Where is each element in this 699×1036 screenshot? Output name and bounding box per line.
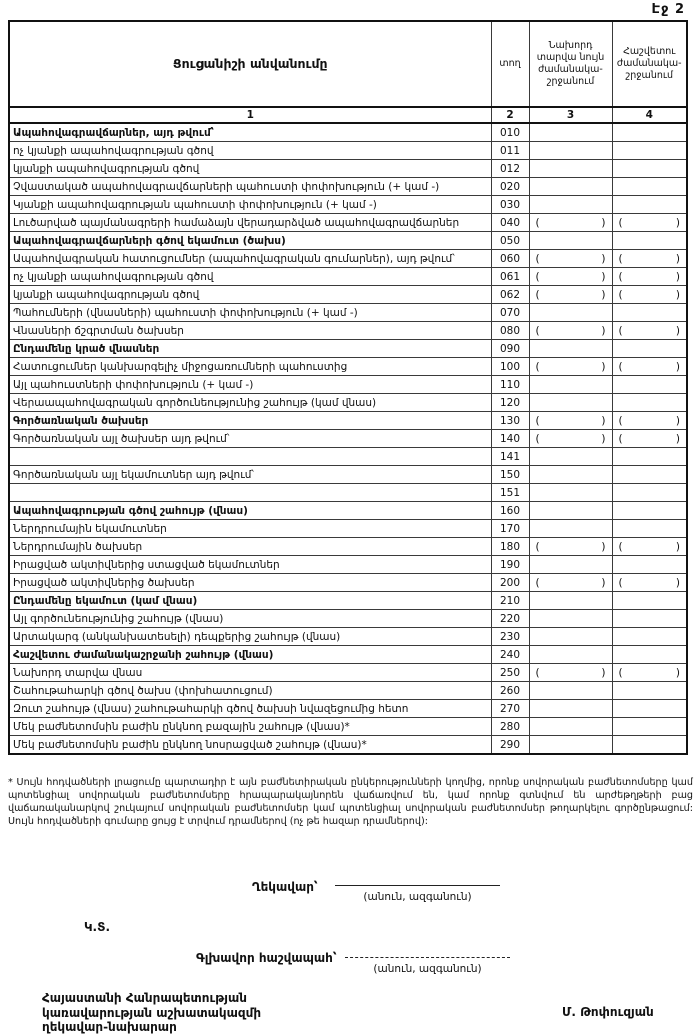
previous-period-value-cell <box>529 718 612 736</box>
previous-period-value-cell: ( ) <box>529 574 612 592</box>
table-row <box>9 700 687 718</box>
reporting-period-value-cell <box>612 160 687 178</box>
chief-accountant-name-hint: (անուն, ազգանուն) <box>373 963 482 975</box>
previous-period-value-cell <box>529 646 612 664</box>
table-row <box>9 664 687 682</box>
reporting-period-value-cell: ( ) <box>612 358 687 376</box>
previous-period-value-cell <box>529 160 612 178</box>
table-row <box>9 610 687 628</box>
indicator-label: Զուտ շահույթ (վնաս) շահութահարկի գծով ծախսի նվազեցումից հետո <box>9 700 491 718</box>
table-row <box>9 394 687 412</box>
table-row <box>9 286 687 304</box>
table-row <box>9 502 687 520</box>
reporting-period-value-cell: ( ) <box>612 538 687 556</box>
indicator-label: Ապահովագրական հատուցումներ (ապահովագրական գումարներ), այդ թվում՝ <box>9 250 491 268</box>
row-code: 220 <box>491 610 529 628</box>
official-name: Մ. Թոփուզյան <box>562 1005 654 1019</box>
previous-period-value-cell <box>529 304 612 322</box>
table-row <box>9 556 687 574</box>
previous-period-value-cell <box>529 628 612 646</box>
reporting-period-value-cell: ( ) <box>612 430 687 448</box>
previous-period-value-cell <box>529 502 612 520</box>
indicator-label: ոչ կյանքի ապահովագրության գծով <box>9 142 491 160</box>
previous-period-value-cell: ( ) <box>529 430 612 448</box>
indicator-label: Կյանքի ապահովագրության պահուստի փոփոխություն (+ կամ -) <box>9 196 491 214</box>
table-row <box>9 718 687 736</box>
table-row <box>9 123 687 142</box>
previous-period-value-cell: ( ) <box>529 358 612 376</box>
previous-period-value-cell <box>529 736 612 755</box>
indicator-label: Այլ գործունեությունից շահույթ (վնաս) <box>9 610 491 628</box>
row-code: 190 <box>491 556 529 574</box>
row-code: 180 <box>491 538 529 556</box>
table-header-row <box>9 21 687 107</box>
reporting-period-value-cell <box>612 376 687 394</box>
indicator-label: Գործառնական այլ ծախսեր այդ թվում՝ <box>9 430 491 448</box>
row-code: 200 <box>491 574 529 592</box>
row-code: 210 <box>491 592 529 610</box>
reporting-period-value-cell <box>612 610 687 628</box>
manager-signature-line[interactable] <box>335 871 500 886</box>
indicator-label: Արտակարգ (անկանխատեսելի) դեպքերից շահույթ (վնաս) <box>9 628 491 646</box>
chief-accountant-signature-line[interactable] <box>345 943 510 958</box>
row-code: 011 <box>491 142 529 160</box>
indicator-label: Այլ պահուստների փոփոխություն (+ կամ -) <box>9 376 491 394</box>
header-row-code: տող <box>491 21 529 107</box>
row-code: 151 <box>491 484 529 502</box>
indicator-label: Լուծարված պայմանագրերի համաձայն վերադարձված ապահովագրավճարներ <box>9 214 491 232</box>
indicator-label: Չվաստակած ապահովագրավճարների պահուստի փոփոխություն (+ կամ -) <box>9 178 491 196</box>
indicator-label: Ապահովագրավճարների գծով եկամուտ (ծախս) <box>9 232 491 250</box>
reporting-period-value-cell <box>612 394 687 412</box>
previous-period-value-cell <box>529 340 612 358</box>
table-row <box>9 232 687 250</box>
reporting-period-value-cell <box>612 232 687 250</box>
previous-period-value-cell <box>529 394 612 412</box>
manager-name-hint: (անուն, ազգանուն) <box>363 891 472 903</box>
indicator-label: Իրացված ակտիվներից ստացված եկամուտներ <box>9 556 491 574</box>
table-row <box>9 484 687 502</box>
table-row <box>9 268 687 286</box>
row-code: 270 <box>491 700 529 718</box>
reporting-period-value-cell <box>612 556 687 574</box>
reporting-period-value-cell <box>612 520 687 538</box>
previous-period-value-cell <box>529 682 612 700</box>
indicator-label: Վնասների ճշգրտման ծախսեր <box>9 322 491 340</box>
table-row <box>9 214 687 232</box>
reporting-period-value-cell <box>612 178 687 196</box>
indicator-label: Պահումների (վնասների) պահուստի փոփոխություն (+ կամ -) <box>9 304 491 322</box>
reporting-period-value-cell <box>612 304 687 322</box>
reporting-period-value-cell <box>612 340 687 358</box>
row-code: 130 <box>491 412 529 430</box>
official-title-line3: ղեկավար-նախարար <box>42 1020 177 1034</box>
stamp-placeholder: Կ.Տ. <box>84 920 110 934</box>
reporting-period-value-cell: ( ) <box>612 214 687 232</box>
row-code: 040 <box>491 214 529 232</box>
previous-period-value-cell <box>529 123 612 142</box>
indicator-label: Ընդամենը կրած վնասներ <box>9 340 491 358</box>
table-row <box>9 322 687 340</box>
row-code: 160 <box>491 502 529 520</box>
reporting-period-value-cell: ( ) <box>612 574 687 592</box>
table-row <box>9 628 687 646</box>
row-code: 230 <box>491 628 529 646</box>
row-code: 140 <box>491 430 529 448</box>
previous-period-value-cell: ( ) <box>529 538 612 556</box>
reporting-period-value-cell <box>612 718 687 736</box>
reporting-period-value-cell: ( ) <box>612 268 687 286</box>
row-code: 170 <box>491 520 529 538</box>
previous-period-value-cell: ( ) <box>529 214 612 232</box>
indicator-label: Մեկ բաժնետոմսին բաժին ընկնող բազային շահույթ (վնաս)* <box>9 718 491 736</box>
header-previous-period: Նախորդ տարվա նույն ժամանակա-շրջանում <box>529 21 612 107</box>
previous-period-value-cell <box>529 196 612 214</box>
indicator-label: Նախորդ տարվա վնաս <box>9 664 491 682</box>
indicator-label <box>9 484 491 502</box>
indicator-label: Ներդրումային եկամուտներ <box>9 520 491 538</box>
row-code: 060 <box>491 250 529 268</box>
previous-period-value-cell: ( ) <box>529 322 612 340</box>
previous-period-value-cell <box>529 700 612 718</box>
previous-period-value-cell: ( ) <box>529 412 612 430</box>
chief-accountant-label: Գլխավոր հաշվապահ՝ <box>196 951 337 965</box>
reporting-period-value-cell <box>612 592 687 610</box>
previous-period-value-cell <box>529 484 612 502</box>
indicator-label: Հաշվետու ժամանակաշրջանի շահույթ (վնաս) <box>9 646 491 664</box>
indicator-label: Շահութահարկի գծով ծախս (փոխհատուցում) <box>9 682 491 700</box>
table-row <box>9 340 687 358</box>
table-row <box>9 412 687 430</box>
table-body <box>9 123 687 754</box>
reporting-period-value-cell <box>612 502 687 520</box>
table-row <box>9 142 687 160</box>
previous-period-value-cell <box>529 448 612 466</box>
reporting-period-value-cell: ( ) <box>612 286 687 304</box>
manager-label: Ղեկավար՝ <box>252 880 318 894</box>
table-row <box>9 520 687 538</box>
reporting-period-value-cell <box>612 736 687 755</box>
previous-period-value-cell <box>529 556 612 574</box>
table-row <box>9 358 687 376</box>
indicator-label: Վերաապահովագրական գործունեությունից շահույթ (կամ վնաս) <box>9 394 491 412</box>
row-code: 150 <box>491 466 529 484</box>
table-row <box>9 736 687 755</box>
reporting-period-value-cell <box>612 682 687 700</box>
row-code: 280 <box>491 718 529 736</box>
row-code: 070 <box>491 304 529 322</box>
table-row <box>9 304 687 322</box>
previous-period-value-cell <box>529 520 612 538</box>
column-number-1: 1 <box>9 107 491 123</box>
row-code: 290 <box>491 736 529 755</box>
row-code: 141 <box>491 448 529 466</box>
official-title <box>42 991 261 1035</box>
previous-period-value-cell <box>529 232 612 250</box>
column-number-4: 4 <box>612 107 687 123</box>
previous-period-value-cell <box>529 178 612 196</box>
row-code: 020 <box>491 178 529 196</box>
previous-period-value-cell <box>529 142 612 160</box>
indicator-label: կյանքի ապահովագրության գծով <box>9 286 491 304</box>
indicator-label: Մեկ բաժնետոմսին բաժին ընկնող նոսրացված շահույթ (վնաս)* <box>9 736 491 755</box>
indicator-label: Գործառնական այլ եկամուտներ այդ թվում՝ <box>9 466 491 484</box>
reporting-period-value-cell <box>612 123 687 142</box>
previous-period-value-cell: ( ) <box>529 664 612 682</box>
indicator-label: Ապահովագրավճարներ, այդ թվում՝ <box>9 123 491 142</box>
row-code: 250 <box>491 664 529 682</box>
reporting-period-value-cell <box>612 448 687 466</box>
row-code: 260 <box>491 682 529 700</box>
table-row <box>9 448 687 466</box>
table-row <box>9 196 687 214</box>
reporting-period-value-cell: ( ) <box>612 412 687 430</box>
official-title-line1: Հայաստանի Հանրապետության <box>42 991 247 1005</box>
official-title-line2: կառավարության աշխատակազմի <box>42 1005 262 1020</box>
row-code: 090 <box>491 340 529 358</box>
row-code: 012 <box>491 160 529 178</box>
table-row <box>9 160 687 178</box>
indicator-label: Ընդամենը եկամուտ (կամ վնաս) <box>9 592 491 610</box>
table-row <box>9 430 687 448</box>
table-row <box>9 376 687 394</box>
previous-period-value-cell: ( ) <box>529 268 612 286</box>
reporting-period-value-cell: ( ) <box>612 250 687 268</box>
header-indicator: Ցուցանիշի անվանումը <box>9 21 491 107</box>
row-code: 080 <box>491 322 529 340</box>
table-row <box>9 592 687 610</box>
indicator-label: կյանքի ապահովագրության գծով <box>9 160 491 178</box>
indicator-label: Գործառնական ծախսեր <box>9 412 491 430</box>
previous-period-value-cell: ( ) <box>529 250 612 268</box>
reporting-period-value-cell: ( ) <box>612 322 687 340</box>
table-row <box>9 646 687 664</box>
indicator-label <box>9 448 491 466</box>
table-row <box>9 538 687 556</box>
previous-period-value-cell <box>529 376 612 394</box>
header-reporting-period: Հաշվետու ժամանակա-շրջանում <box>612 21 687 107</box>
row-code: 100 <box>491 358 529 376</box>
reporting-period-value-cell <box>612 700 687 718</box>
indicator-label: ոչ կյանքի ապահովագրության գծով <box>9 268 491 286</box>
row-code: 240 <box>491 646 529 664</box>
column-number-3: 3 <box>529 107 612 123</box>
previous-period-value-cell <box>529 610 612 628</box>
reporting-period-value-cell <box>612 646 687 664</box>
report-table <box>8 20 688 755</box>
reporting-period-value-cell <box>612 142 687 160</box>
table-row <box>9 574 687 592</box>
signature-area <box>0 855 699 1036</box>
row-code: 050 <box>491 232 529 250</box>
row-code: 030 <box>491 196 529 214</box>
row-code: 062 <box>491 286 529 304</box>
table-row <box>9 178 687 196</box>
indicator-label: Հատուցումներ կանխարգելիչ միջոցառումների պահուստից <box>9 358 491 376</box>
reporting-period-value-cell <box>612 196 687 214</box>
table-row <box>9 250 687 268</box>
column-number-row <box>9 107 687 123</box>
table-row <box>9 466 687 484</box>
indicator-label: Իրացված ակտիվներից ծախսեր <box>9 574 491 592</box>
footnote-text: * Սույն հոդվածների լրացումը պարտադիր է այն բաժնետիրական ընկերությունների կողմից, որոնք սովորական բաժնետոմսերը կամ պոտենցիալ սովորական բաժնետոմսերը հրապարակայնորեն վաճառվում են, կամ որոնք գտնվում են արժեթղթերի բաց վաճառականարկով շուկայում սովորական բաժնետոմսեր կամ պոտենցիալ սովորական բաժնետոմսեր թողարկելու գործընթացում: Սույն հոդվածների գումարը ցույց է տրվում դրամներով (ոչ թե հազար դրամներով): <box>8 777 693 827</box>
previous-period-value-cell: ( ) <box>529 286 612 304</box>
page-number: Էջ 2 <box>651 2 685 17</box>
row-code: 010 <box>491 123 529 142</box>
indicator-label: Ներդրումային ծախսեր <box>9 538 491 556</box>
indicator-label: Ապահովագրության գծով շահույթ (վնաս) <box>9 502 491 520</box>
reporting-period-value-cell: ( ) <box>612 664 687 682</box>
table-row <box>9 682 687 700</box>
reporting-period-value-cell <box>612 484 687 502</box>
reporting-period-value-cell <box>612 628 687 646</box>
row-code: 110 <box>491 376 529 394</box>
previous-period-value-cell <box>529 466 612 484</box>
column-number-2: 2 <box>491 107 529 123</box>
reporting-period-value-cell <box>612 466 687 484</box>
row-code: 061 <box>491 268 529 286</box>
previous-period-value-cell <box>529 592 612 610</box>
row-code: 120 <box>491 394 529 412</box>
